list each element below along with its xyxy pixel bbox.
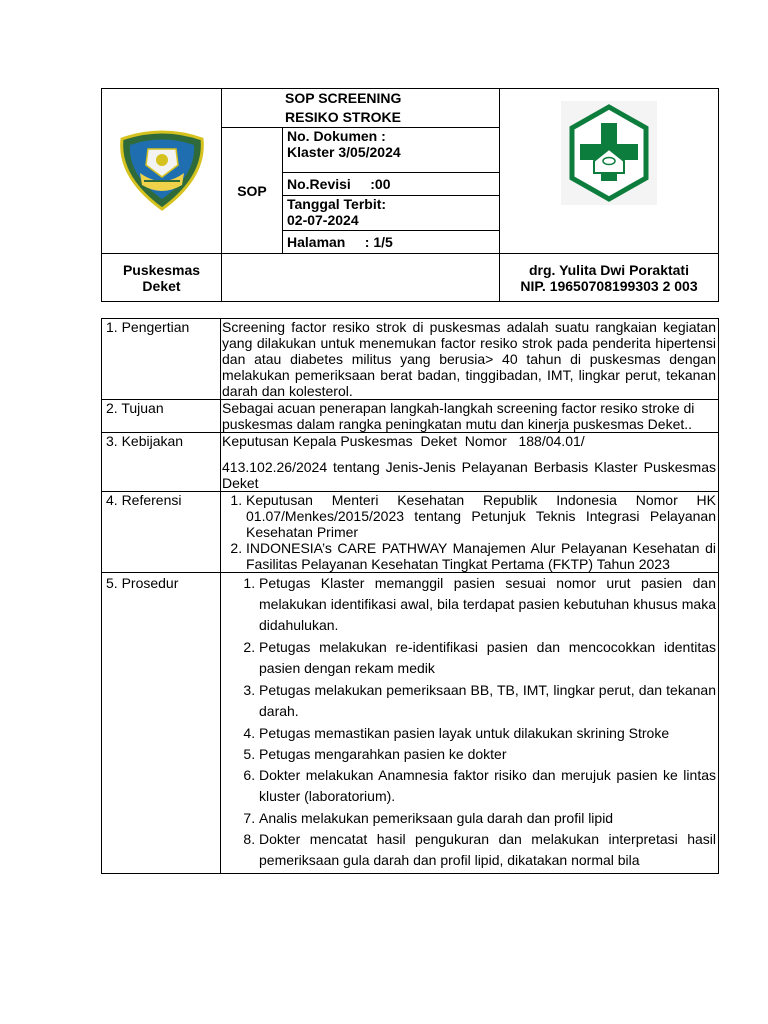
document-number-label: No. Dokumen :	[287, 128, 386, 144]
signer	[500, 254, 719, 302]
kebijakan-text	[221, 433, 719, 492]
regency-logo-cell	[102, 89, 222, 254]
prosedur-step: 8. Dokter mencatat hasil pengukuran dan melakukan interpretasi hasil pemeriksaan gula darah dan profil lipid, dikatakan normal bila	[259, 829, 716, 871]
prosedur-step: 5. Petugas mengarahkan pasien ke dokter	[259, 744, 716, 765]
organization-line-2: Deket	[142, 277, 181, 294]
referensi-list	[222, 492, 716, 572]
prosedur-step: 1. Petugas Klaster memanggil pasien sesuai nomor urut pasien dan melakukan identifikasi awal, bila terdapat pasien kebutuhan khusus maka didahulukan.	[259, 573, 716, 636]
title-line-2: RESIKO STROKE	[285, 109, 401, 125]
prosedur-step: 2. Petugas melakukan re-identifikasi pasien dan mencocokkan identitas pasien dengan rekam medik	[259, 637, 716, 679]
document-title	[222, 89, 500, 128]
signer-nip: NIP. 19650708199303 2 003	[520, 277, 698, 294]
page-number: Halaman : 1/5	[283, 231, 500, 254]
puskesmas-logo-cell	[500, 89, 719, 254]
issue-date-value: 02-07-2024	[287, 212, 359, 228]
section-kebijakan	[102, 433, 719, 492]
section-prosedur	[102, 573, 719, 874]
tujuan-label: 2. Tujuan	[102, 400, 221, 433]
prosedur-list	[222, 573, 716, 871]
referensi-list-cell	[221, 492, 719, 573]
tujuan-text: Sebagai acuan penerapan langkah-langkah screening factor resiko stroke di puskesmas dalam rangka peningkatan mutu dan kinerja puskesmas Deket..	[221, 400, 719, 433]
prosedur-step: 7. Analis melakukan pemeriksaan gula darah dan profil lipid	[259, 808, 716, 829]
referensi-label: 4. Referensi	[102, 492, 221, 573]
pengertian-text: Screening factor resiko strok di puskesmas adalah suatu rangkaian kegiatan yang dilakukan untuk menemukan factor resiko strok pada penderita hipertensi dan atau diabetes militus yang berusia> 40 tahun di puskesmas dengan melakukan pemeriksaan berat badan, tinggibadan, IMT, lingkar perut, tekanan darah dan kolesterol.	[221, 319, 719, 400]
referensi-item: 1. Keputusan Menteri Kesehatan Republik Indonesia Nomor HK 01.07/Menkes/2015/2023 tentang Petunjuk Teknis Integrasi Pelayanan Kesehatan Primer	[246, 492, 716, 540]
sop-content-table	[101, 318, 719, 874]
organization-name	[102, 254, 222, 302]
kebijakan-line-1: Keputusan Kepala Puskesmas Deket Nomor 188/04.01/	[222, 433, 585, 449]
prosedur-step: 3. Petugas melakukan pemeriksaan BB, TB, IMT, lingkar perut, dan tekanan darah.	[259, 680, 716, 722]
pengertian-label: 1. Pengertian	[102, 319, 221, 400]
regency-emblem-icon	[116, 127, 208, 211]
title-line-1: SOP SCREENING	[285, 90, 402, 106]
signer-name: drg. Yulita Dwi Poraktati	[528, 261, 689, 278]
document-number-value: Klaster 3/05/2024	[287, 144, 401, 160]
revision-number: No.Revisi :00	[283, 173, 500, 196]
referensi-item: 2. INDONESIA’s CARE PATHWAY Manajemen Alur Pelayanan Kesehatan di Fasilitas Pelayanan Kesehatan Tingkat Pertama (FKTP) Tahun 2023	[246, 540, 716, 572]
issue-date	[283, 196, 500, 231]
kebijakan-line-2: 413.102.26/2024 tentang Jenis-Jenis Pelayanan Berbasis Klaster Puskesmas Deket	[222, 459, 716, 491]
section-tujuan	[102, 400, 719, 433]
issue-date-label: Tanggal Terbit:	[287, 196, 387, 212]
prosedur-label: 5. Prosedur	[102, 573, 221, 874]
sop-label: SOP	[222, 128, 283, 254]
organization-line-1: Puskesmas	[122, 261, 201, 278]
section-referensi	[102, 492, 719, 573]
sop-header-table	[101, 88, 719, 302]
prosedur-step: 6. Dokter melakukan Anamnesia faktor risiko dan merujuk pasien ke lintas kluster (laboratorium).	[259, 765, 716, 807]
section-pengertian	[102, 319, 719, 400]
document-number	[283, 128, 500, 173]
prosedur-list-cell	[221, 573, 719, 874]
puskesmas-logo-icon	[561, 101, 657, 205]
prosedur-step: 4. Petugas memastikan pasien layak untuk dilakukan skrining Stroke	[259, 723, 716, 744]
kebijakan-label: 3. Kebijakan	[102, 433, 221, 492]
empty-footer-cell	[222, 254, 500, 302]
